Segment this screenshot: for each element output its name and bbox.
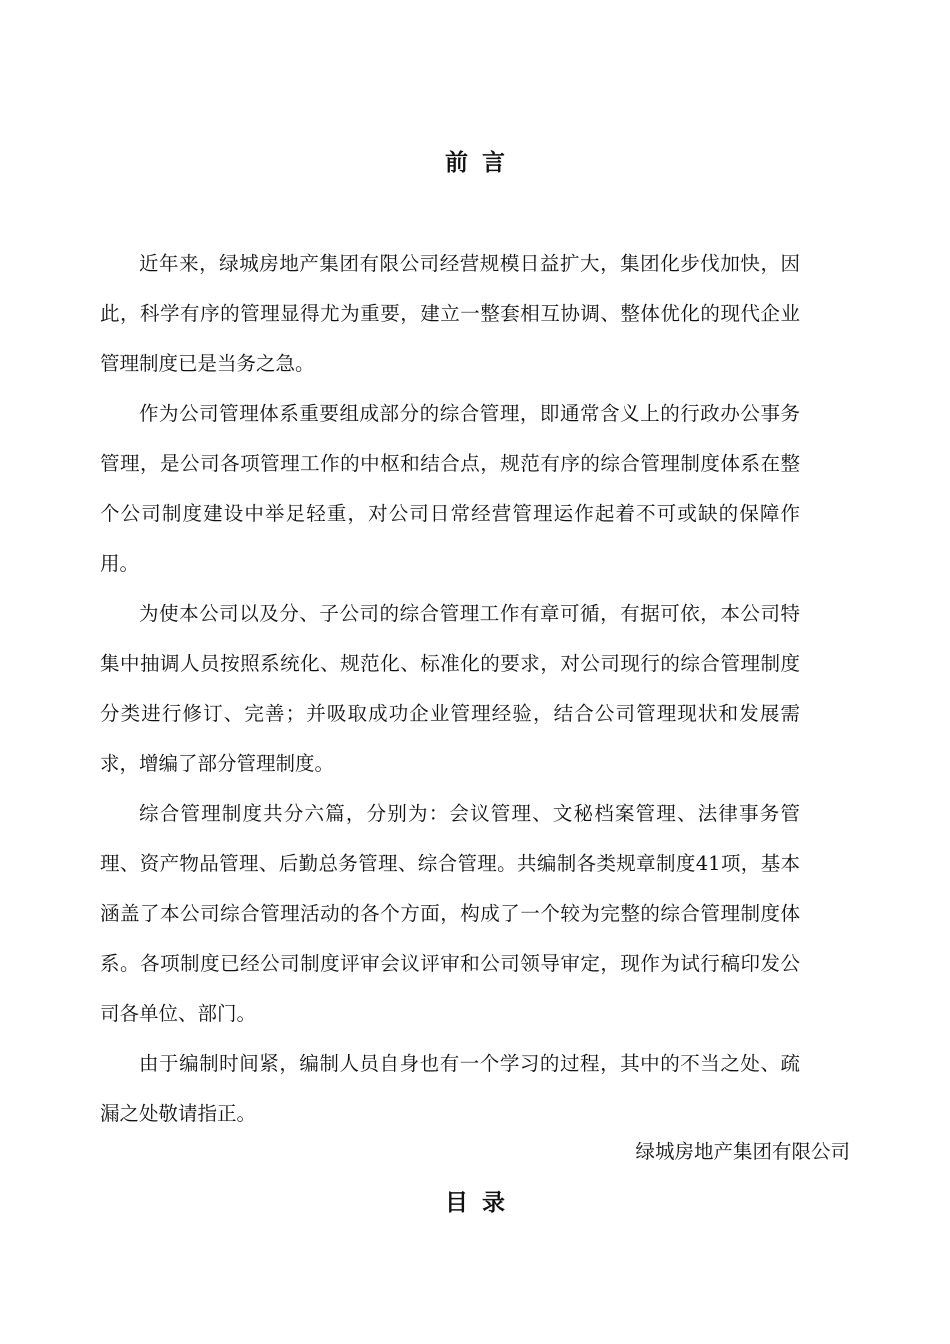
- preface-title: 前言: [445, 149, 519, 176]
- preface-paragraph-2: 作为公司管理体系重要组成部分的综合管理，即通常含义上的行政办公事务管理，是公司各项管理工作的中枢和结合点，规范有序的综合管理制度体系在整个公司制度建设中举足轻重，对公司日常经营管理运作起着不可或缺的保障作用。: [100, 402, 800, 575]
- preface-paragraph-1: 近年来，绿城房地产集团有限公司经营规模日益扩大，集团化步伐加快，因此，科学有序的管理显得尤为重要，建立一整套相互协调、整体优化的现代企业管理制度已是当务之急。: [100, 252, 800, 375]
- toc-title: 目录: [445, 1189, 519, 1216]
- preface-paragraph-5: 由于编制时间紧，编制人员自身也有一个学习的过程，其中的不当之处、疏漏之处敬请指正。: [100, 1052, 800, 1125]
- preface-body: [100, 239, 800, 1139]
- preface-paragraph-3: 为使本公司以及分、子公司的综合管理工作有章可循，有据可依，本公司特集中抽调人员按照系统化、规范化、标准化的要求，对公司现行的综合管理制度分类进行修订、完善；并吸取成功企业管理经验，结合公司管理现状和发展需求，增编了部分管理制度。: [100, 602, 800, 775]
- preface-paragraph-4: 综合管理制度共分六篇，分别为：会议管理、文秘档案管理、法律事务管理、资产物品管理、后勤总务管理、综合管理。共编制各类规章制度41项，基本涵盖了本公司综合管理活动的各个方面，构成了一个较为完整的综合管理制度体系。各项制度已经公司制度评审会议评审和公司领导审定，现作为试行稿印发公司各单位、部门。: [100, 802, 800, 1025]
- company-signature: 绿城房地产集团有限公司: [635, 1140, 850, 1163]
